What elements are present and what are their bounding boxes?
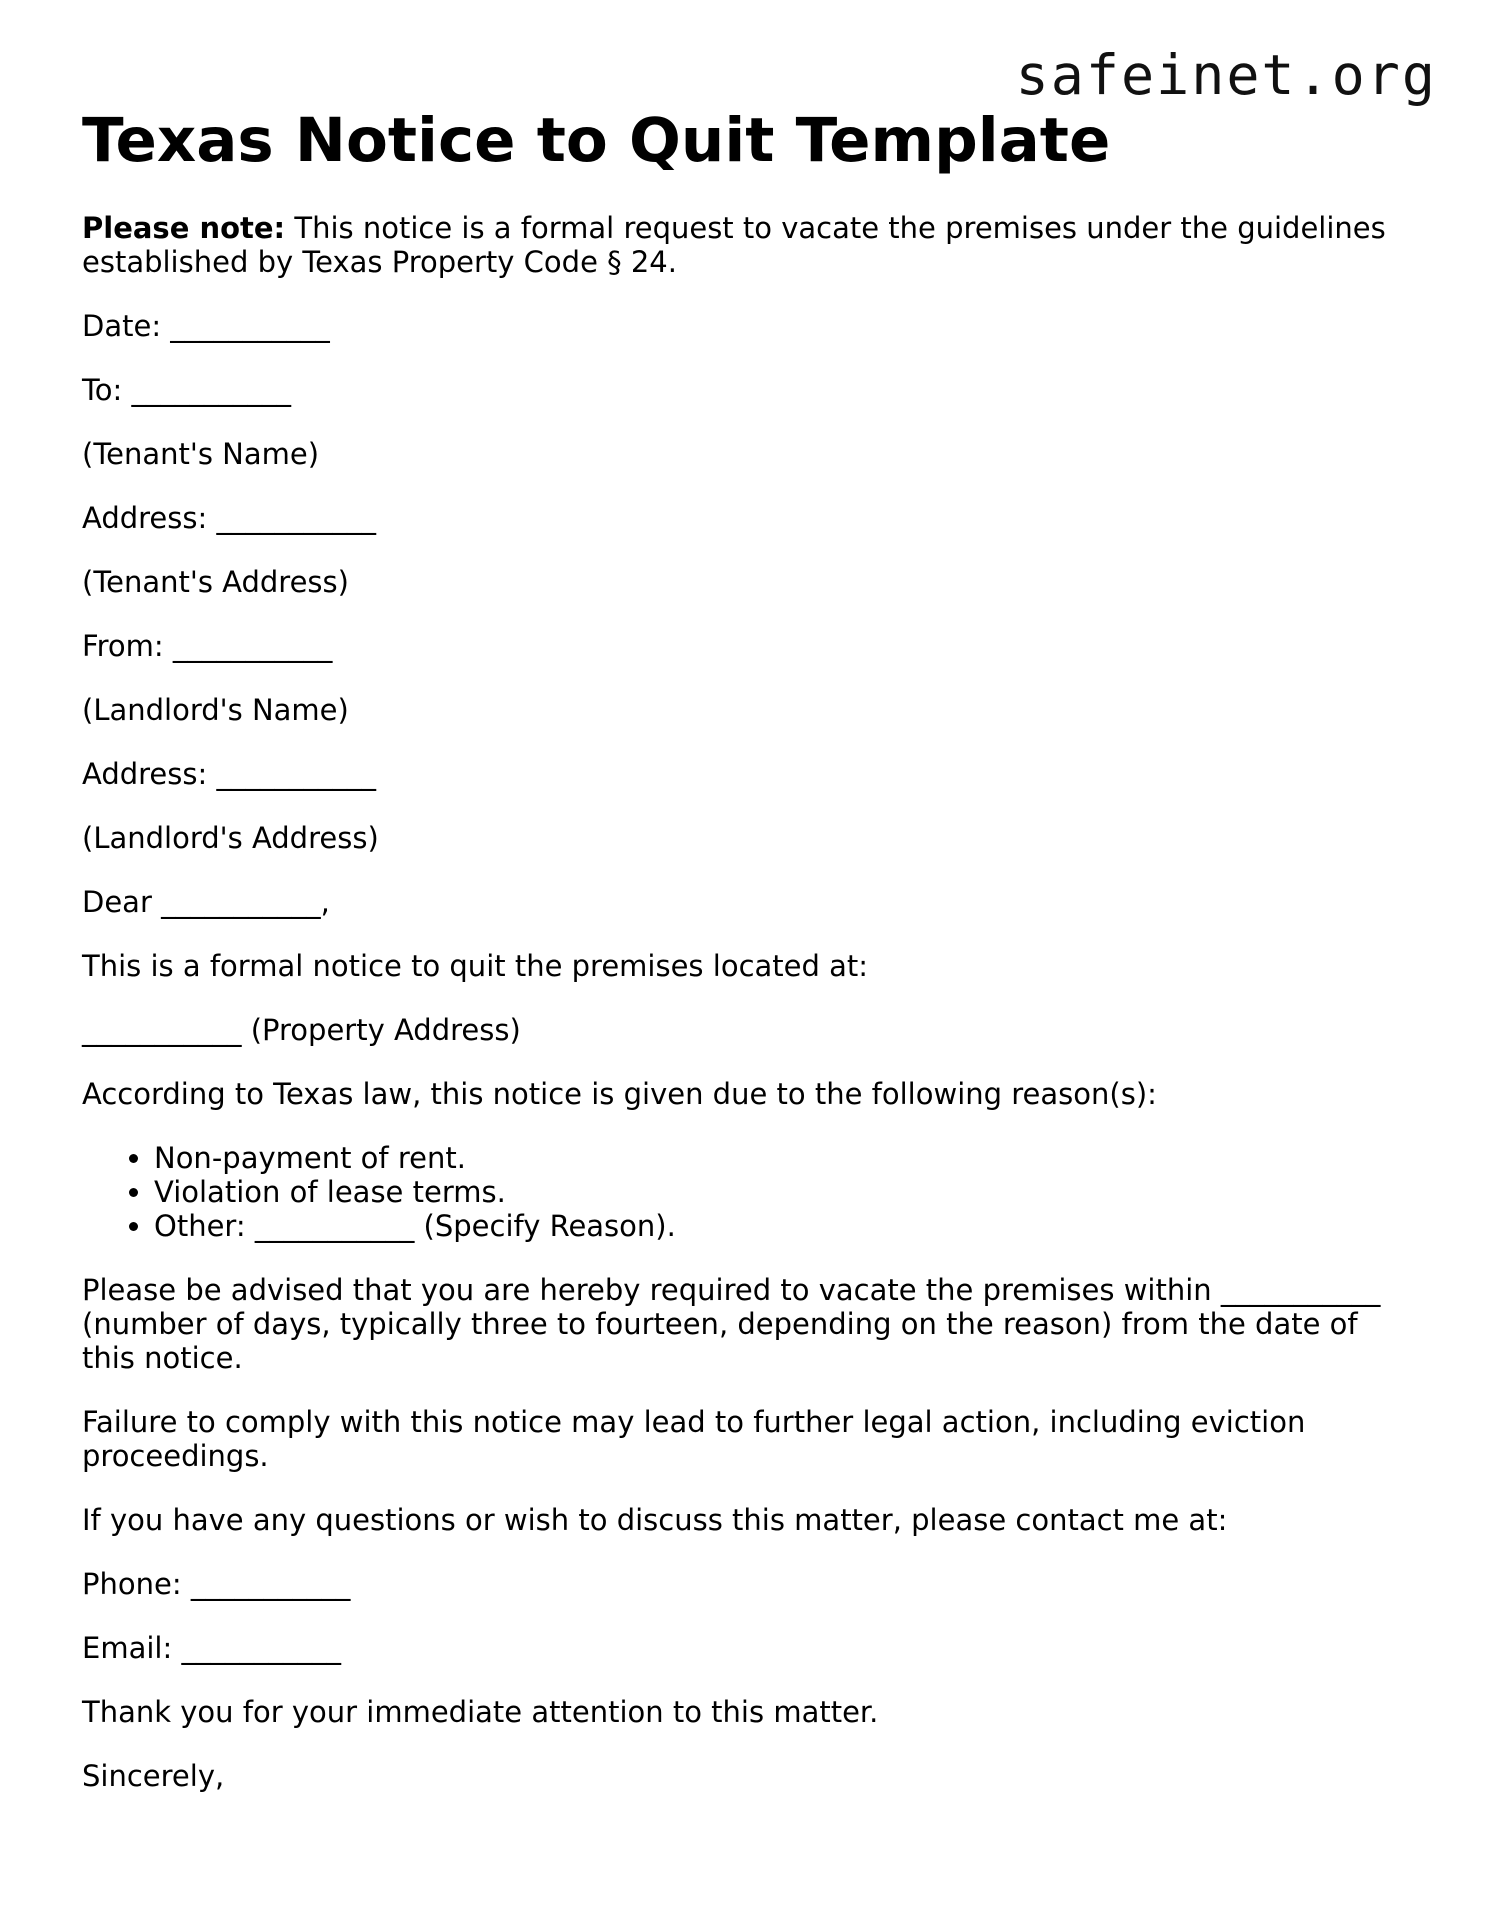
- tenant-address-caption: (Tenant's Address): [82, 565, 349, 600]
- list-item: • Other: ___________ (Specify Reason).: [154, 1209, 1412, 1243]
- salutation: Dear ___________,: [82, 885, 330, 920]
- reason-intro: According to Texas law, this notice is given due to the following reason(s):: [82, 1077, 1157, 1112]
- thanks-paragraph: Thank you for your immediate attention to this matter.: [82, 1695, 879, 1730]
- note-paragraph: [82, 211, 1412, 279]
- vacate-paragraph: Please be advised that you are hereby required to vacate the premises within ___________ (number of days, typically three to fourteen, depending on the reason) from the date of this notice.: [82, 1273, 1381, 1376]
- contact-intro: If you have any questions or wish to discuss this matter, please contact me at:: [82, 1503, 1228, 1538]
- watermark: safeinet.org: [1015, 43, 1437, 107]
- phone-field: Phone: ___________: [82, 1567, 351, 1602]
- closing: Sincerely,: [82, 1759, 225, 1794]
- document-body: [82, 104, 1412, 1823]
- landlord-address-caption: (Landlord's Address): [82, 821, 379, 856]
- property-address-field: ___________ (Property Address): [82, 1013, 521, 1048]
- email-field: Email: ___________: [82, 1631, 341, 1666]
- list-item: • Violation of lease terms.: [154, 1175, 1412, 1209]
- note-label: Please note:: [82, 211, 286, 246]
- intro-paragraph: This is a formal notice to quit the premises located at:: [82, 949, 869, 984]
- to-field: To: ___________: [82, 373, 292, 408]
- list-item: • Non-payment of rent.: [154, 1141, 1412, 1175]
- page-title: Texas Notice to Quit Template: [82, 105, 1111, 176]
- tenant-address-field: Address: ___________: [82, 501, 376, 536]
- from-field: From: ___________: [82, 629, 333, 664]
- tenant-name-caption: (Tenant's Name): [82, 437, 320, 472]
- landlord-name-caption: (Landlord's Name): [82, 693, 349, 728]
- failure-paragraph: Failure to comply with this notice may lead to further legal action, including eviction proceedings.: [82, 1405, 1306, 1474]
- reasons-list: [82, 1141, 1412, 1243]
- date-field: Date: ___________: [82, 309, 330, 344]
- landlord-address-field: Address: ___________: [82, 757, 376, 792]
- note-text: This notice is a formal request to vacate the premises under the guidelines established by Texas Property Code § 24.: [82, 211, 1386, 280]
